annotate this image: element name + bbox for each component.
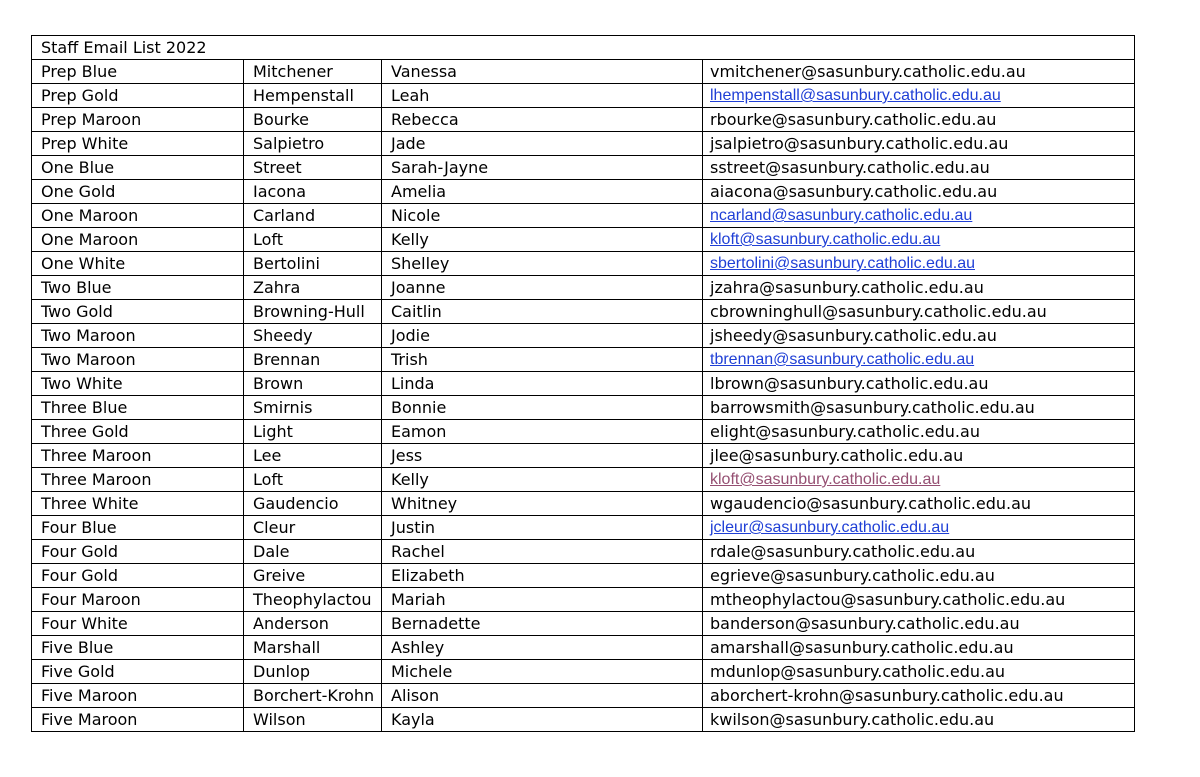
table-row bbox=[32, 84, 1135, 108]
first-name-cell: Amelia bbox=[382, 180, 703, 204]
email-cell: cbrowninghull@sasunbury.catholic.edu.au bbox=[703, 300, 1135, 324]
surname-cell: Borchert-Krohn bbox=[244, 684, 382, 708]
first-name-cell: Kayla bbox=[382, 708, 703, 732]
first-name-cell: Mariah bbox=[382, 588, 703, 612]
email-cell bbox=[703, 516, 1135, 540]
table-row bbox=[32, 564, 1135, 588]
email-cell: mtheophylactou@sasunbury.catholic.edu.au bbox=[703, 588, 1135, 612]
table-row bbox=[32, 540, 1135, 564]
class-cell: Four Blue bbox=[32, 516, 244, 540]
table-body bbox=[32, 36, 1135, 732]
class-cell: Five Maroon bbox=[32, 708, 244, 732]
class-cell: Two Maroon bbox=[32, 324, 244, 348]
class-cell: One Maroon bbox=[32, 204, 244, 228]
table-row bbox=[32, 588, 1135, 612]
surname-cell: Brown bbox=[244, 372, 382, 396]
table-row bbox=[32, 60, 1135, 84]
table-row bbox=[32, 300, 1135, 324]
table-row bbox=[32, 444, 1135, 468]
surname-cell: Loft bbox=[244, 228, 382, 252]
surname-cell: Anderson bbox=[244, 612, 382, 636]
email-cell: jsalpietro@sasunbury.catholic.edu.au bbox=[703, 132, 1135, 156]
email-link[interactable]: tbrennan@sasunbury.catholic.edu.au bbox=[710, 351, 975, 368]
email-cell: rbourke@sasunbury.catholic.edu.au bbox=[703, 108, 1135, 132]
surname-cell: Gaudencio bbox=[244, 492, 382, 516]
table-row bbox=[32, 324, 1135, 348]
first-name-cell: Jess bbox=[382, 444, 703, 468]
email-cell: mdunlop@sasunbury.catholic.edu.au bbox=[703, 660, 1135, 684]
email-cell: aborchert-krohn@sasunbury.catholic.edu.au bbox=[703, 684, 1135, 708]
class-cell: Prep Blue bbox=[32, 60, 244, 84]
email-cell bbox=[703, 84, 1135, 108]
class-cell: Five Gold bbox=[32, 660, 244, 684]
first-name-cell: Leah bbox=[382, 84, 703, 108]
email-cell bbox=[703, 468, 1135, 492]
first-name-cell: Caitlin bbox=[382, 300, 703, 324]
surname-cell: Bourke bbox=[244, 108, 382, 132]
first-name-cell: Vanessa bbox=[382, 60, 703, 84]
email-cell: banderson@sasunbury.catholic.edu.au bbox=[703, 612, 1135, 636]
email-cell bbox=[703, 228, 1135, 252]
class-cell: Two White bbox=[32, 372, 244, 396]
first-name-cell: Rachel bbox=[382, 540, 703, 564]
first-name-cell: Ashley bbox=[382, 636, 703, 660]
page-title: Staff Email List 2022 bbox=[32, 36, 1135, 60]
first-name-cell: Linda bbox=[382, 372, 703, 396]
table-row bbox=[32, 180, 1135, 204]
email-cell bbox=[703, 348, 1135, 372]
email-link[interactable]: sbertolini@sasunbury.catholic.edu.au bbox=[710, 255, 975, 272]
table-row bbox=[32, 492, 1135, 516]
surname-cell: Carland bbox=[244, 204, 382, 228]
surname-cell: Iacona bbox=[244, 180, 382, 204]
class-cell: Prep Gold bbox=[32, 84, 244, 108]
first-name-cell: Bonnie bbox=[382, 396, 703, 420]
staff-email-table bbox=[31, 35, 1135, 732]
email-cell: egrieve@sasunbury.catholic.edu.au bbox=[703, 564, 1135, 588]
first-name-cell: Elizabeth bbox=[382, 564, 703, 588]
class-cell: One Blue bbox=[32, 156, 244, 180]
class-cell: One Maroon bbox=[32, 228, 244, 252]
email-cell: elight@sasunbury.catholic.edu.au bbox=[703, 420, 1135, 444]
email-cell: jsheedy@sasunbury.catholic.edu.au bbox=[703, 324, 1135, 348]
first-name-cell: Kelly bbox=[382, 468, 703, 492]
email-link[interactable]: kloft@sasunbury.catholic.edu.au bbox=[710, 471, 941, 488]
class-cell: Three Blue bbox=[32, 396, 244, 420]
surname-cell: Lee bbox=[244, 444, 382, 468]
surname-cell: Greive bbox=[244, 564, 382, 588]
surname-cell: Zahra bbox=[244, 276, 382, 300]
surname-cell: Bertolini bbox=[244, 252, 382, 276]
table-row bbox=[32, 468, 1135, 492]
surname-cell: Brennan bbox=[244, 348, 382, 372]
table-row bbox=[32, 612, 1135, 636]
surname-cell: Dunlop bbox=[244, 660, 382, 684]
email-cell: barrowsmith@sasunbury.catholic.edu.au bbox=[703, 396, 1135, 420]
class-cell: Three White bbox=[32, 492, 244, 516]
first-name-cell: Shelley bbox=[382, 252, 703, 276]
surname-cell: Salpietro bbox=[244, 132, 382, 156]
first-name-cell: Sarah-Jayne bbox=[382, 156, 703, 180]
email-cell: aiacona@sasunbury.catholic.edu.au bbox=[703, 180, 1135, 204]
table-row bbox=[32, 420, 1135, 444]
surname-cell: Theophylactou bbox=[244, 588, 382, 612]
table-row bbox=[32, 156, 1135, 180]
title-row bbox=[32, 36, 1135, 60]
surname-cell: Sheedy bbox=[244, 324, 382, 348]
email-cell: rdale@sasunbury.catholic.edu.au bbox=[703, 540, 1135, 564]
table-row bbox=[32, 684, 1135, 708]
class-cell: Two Maroon bbox=[32, 348, 244, 372]
surname-cell: Cleur bbox=[244, 516, 382, 540]
first-name-cell: Trish bbox=[382, 348, 703, 372]
first-name-cell: Jade bbox=[382, 132, 703, 156]
class-cell: Prep White bbox=[32, 132, 244, 156]
table-row bbox=[32, 252, 1135, 276]
email-cell: amarshall@sasunbury.catholic.edu.au bbox=[703, 636, 1135, 660]
first-name-cell: Bernadette bbox=[382, 612, 703, 636]
class-cell: Four Gold bbox=[32, 540, 244, 564]
email-link[interactable]: kloft@sasunbury.catholic.edu.au bbox=[710, 231, 941, 248]
surname-cell: Wilson bbox=[244, 708, 382, 732]
surname-cell: Smirnis bbox=[244, 396, 382, 420]
table-row bbox=[32, 636, 1135, 660]
class-cell: Two Blue bbox=[32, 276, 244, 300]
email-link[interactable]: lhempenstall@sasunbury.catholic.edu.au bbox=[710, 87, 1001, 104]
class-cell: Five Maroon bbox=[32, 684, 244, 708]
class-cell: Three Maroon bbox=[32, 468, 244, 492]
first-name-cell: Nicole bbox=[382, 204, 703, 228]
email-cell: kwilson@sasunbury.catholic.edu.au bbox=[703, 708, 1135, 732]
table-row bbox=[32, 372, 1135, 396]
email-cell: vmitchener@sasunbury.catholic.edu.au bbox=[703, 60, 1135, 84]
class-cell: Four White bbox=[32, 612, 244, 636]
email-cell: jzahra@sasunbury.catholic.edu.au bbox=[703, 276, 1135, 300]
first-name-cell: Michele bbox=[382, 660, 703, 684]
table-row bbox=[32, 348, 1135, 372]
email-cell: sstreet@sasunbury.catholic.edu.au bbox=[703, 156, 1135, 180]
table-row bbox=[32, 276, 1135, 300]
table-row bbox=[32, 660, 1135, 684]
surname-cell: Dale bbox=[244, 540, 382, 564]
surname-cell: Hempenstall bbox=[244, 84, 382, 108]
surname-cell: Street bbox=[244, 156, 382, 180]
first-name-cell: Justin bbox=[382, 516, 703, 540]
email-cell bbox=[703, 252, 1135, 276]
email-cell: jlee@sasunbury.catholic.edu.au bbox=[703, 444, 1135, 468]
first-name-cell: Whitney bbox=[382, 492, 703, 516]
first-name-cell: Joanne bbox=[382, 276, 703, 300]
class-cell: Four Gold bbox=[32, 564, 244, 588]
surname-cell: Marshall bbox=[244, 636, 382, 660]
email-link[interactable]: jcleur@sasunbury.catholic.edu.au bbox=[710, 519, 950, 536]
email-cell bbox=[703, 204, 1135, 228]
email-cell: wgaudencio@sasunbury.catholic.edu.au bbox=[703, 492, 1135, 516]
table-row bbox=[32, 108, 1135, 132]
class-cell: Three Maroon bbox=[32, 444, 244, 468]
first-name-cell: Kelly bbox=[382, 228, 703, 252]
table-row bbox=[32, 204, 1135, 228]
class-cell: Two Gold bbox=[32, 300, 244, 324]
class-cell: Five Blue bbox=[32, 636, 244, 660]
surname-cell: Browning-Hull bbox=[244, 300, 382, 324]
table-row bbox=[32, 132, 1135, 156]
first-name-cell: Jodie bbox=[382, 324, 703, 348]
first-name-cell: Rebecca bbox=[382, 108, 703, 132]
email-link[interactable]: ncarland@sasunbury.catholic.edu.au bbox=[710, 207, 973, 224]
first-name-cell: Alison bbox=[382, 684, 703, 708]
email-cell: lbrown@sasunbury.catholic.edu.au bbox=[703, 372, 1135, 396]
class-cell: One White bbox=[32, 252, 244, 276]
surname-cell: Light bbox=[244, 420, 382, 444]
first-name-cell: Eamon bbox=[382, 420, 703, 444]
table-row bbox=[32, 396, 1135, 420]
surname-cell: Loft bbox=[244, 468, 382, 492]
class-cell: Four Maroon bbox=[32, 588, 244, 612]
class-cell: Three Gold bbox=[32, 420, 244, 444]
table-row bbox=[32, 516, 1135, 540]
table-row bbox=[32, 708, 1135, 732]
class-cell: One Gold bbox=[32, 180, 244, 204]
table-row bbox=[32, 228, 1135, 252]
class-cell: Prep Maroon bbox=[32, 108, 244, 132]
surname-cell: Mitchener bbox=[244, 60, 382, 84]
